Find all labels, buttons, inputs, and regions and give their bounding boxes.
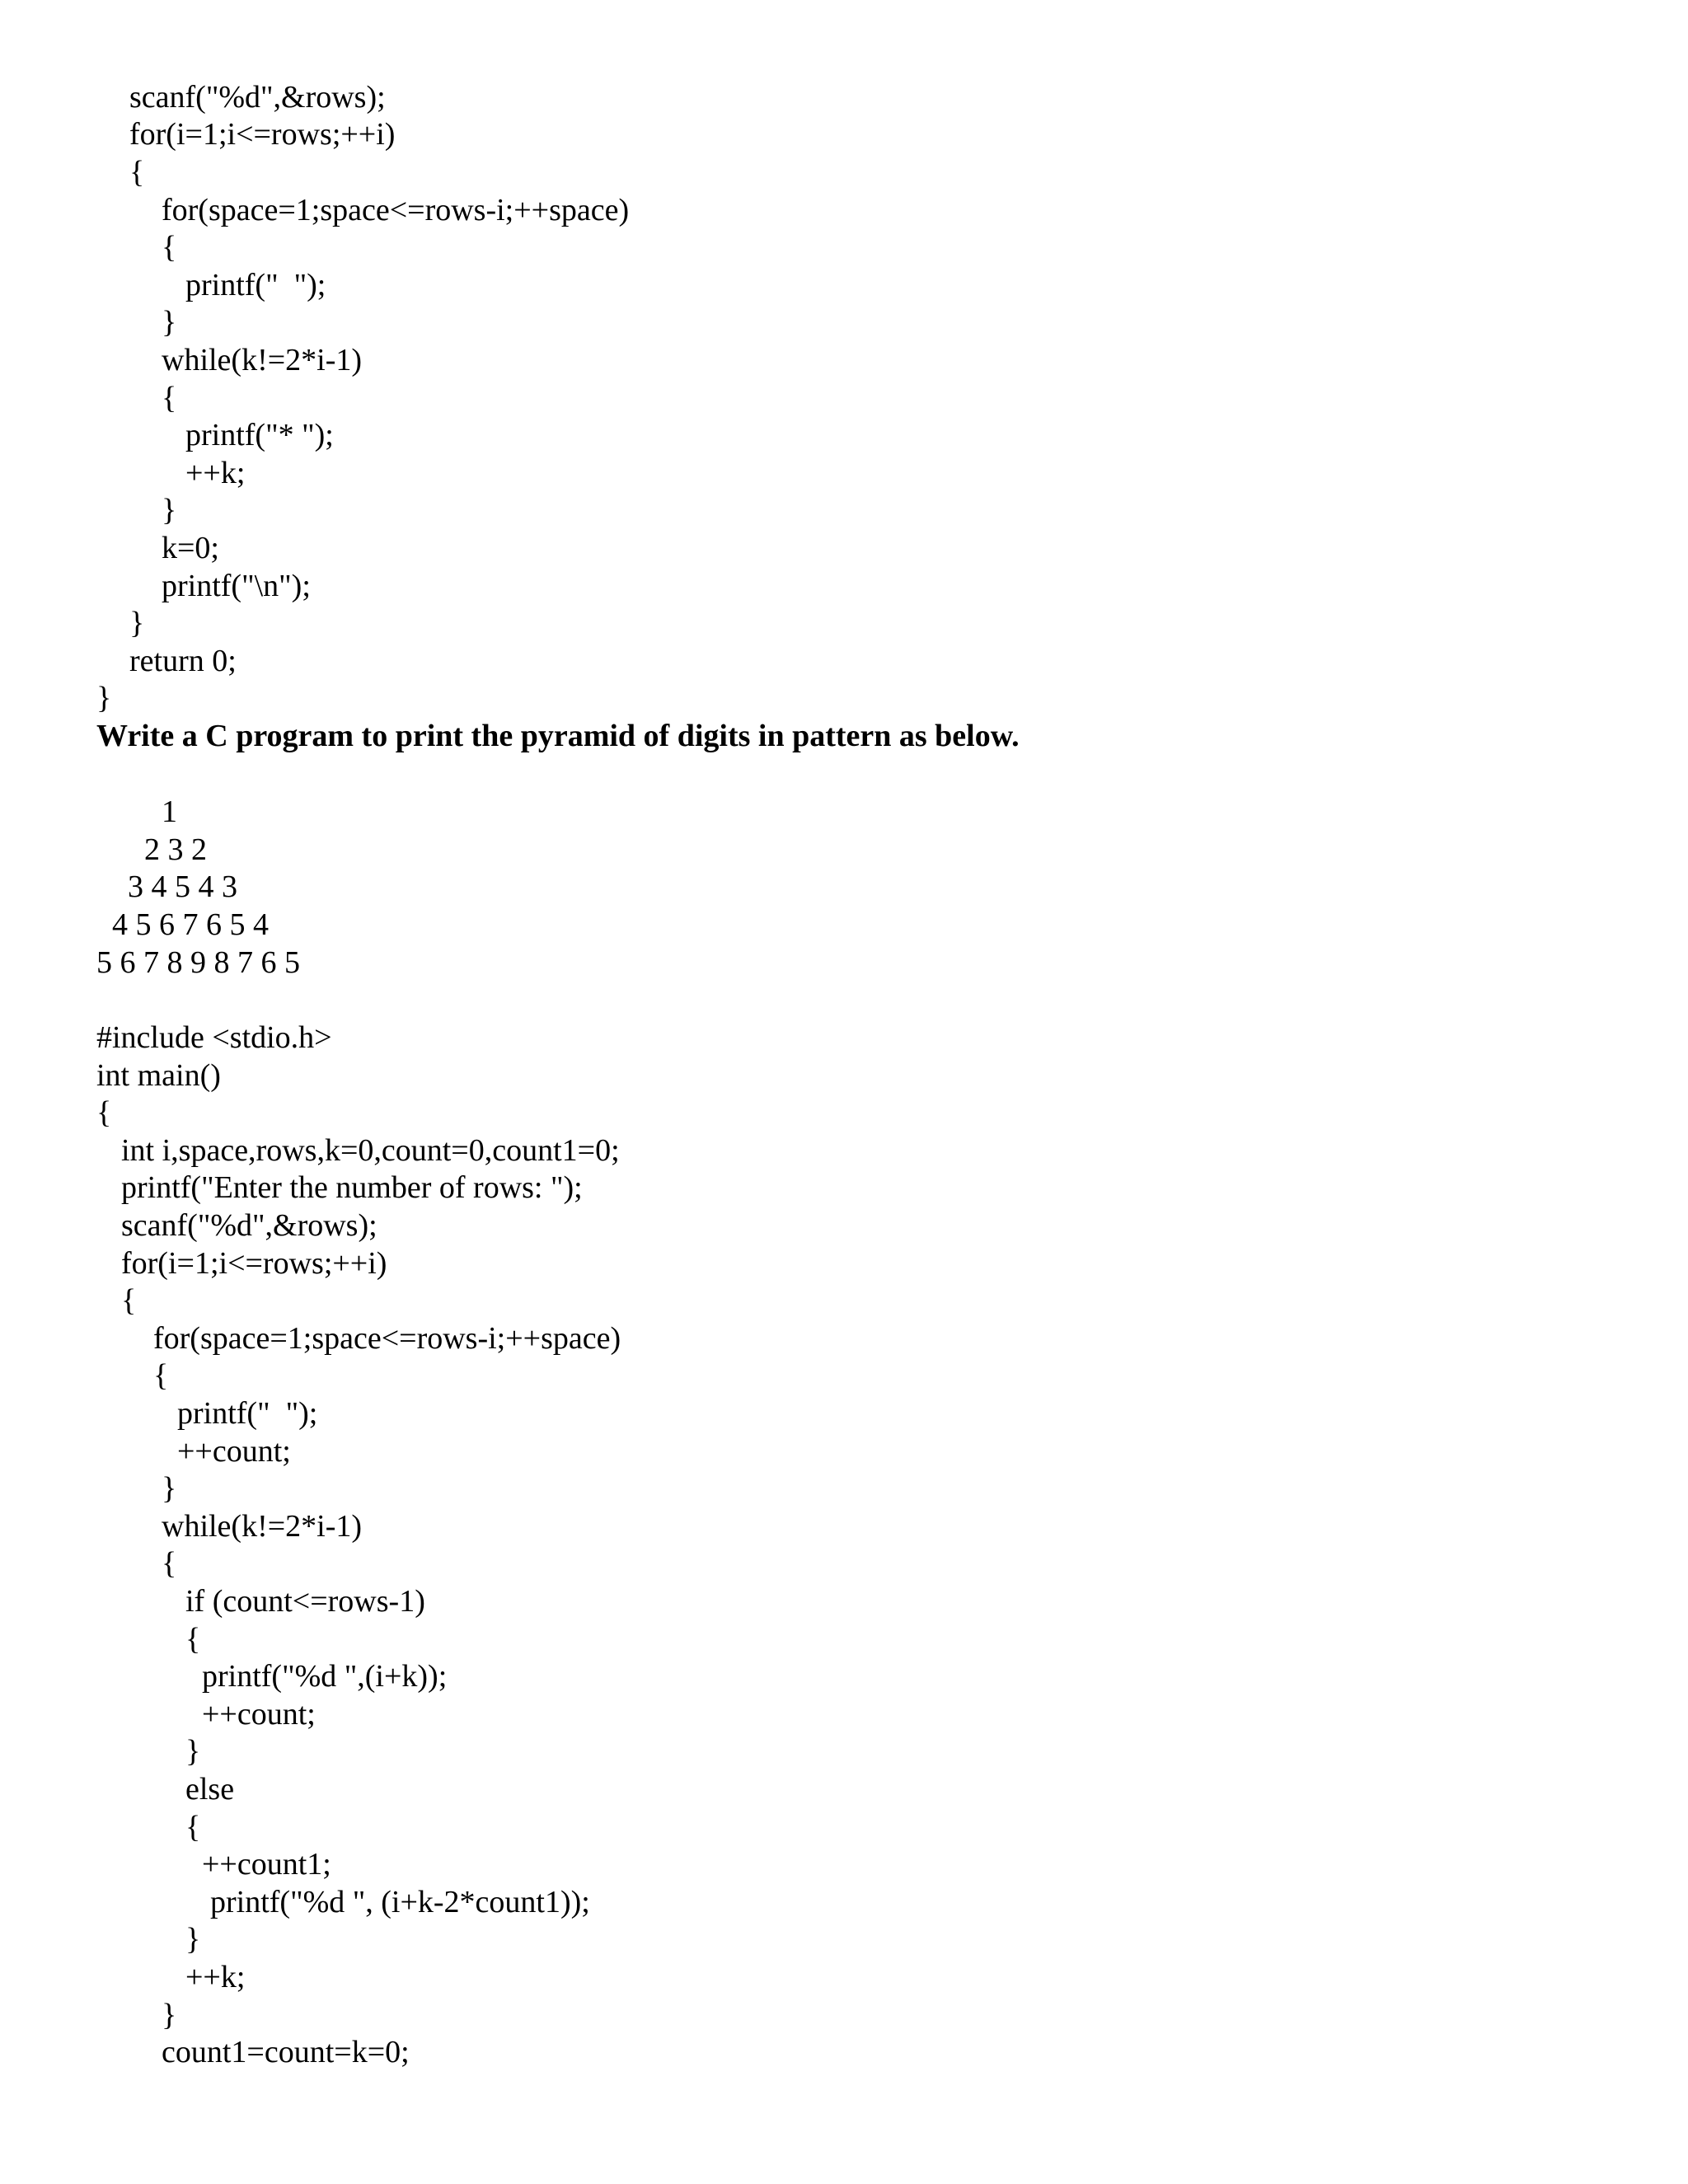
code-line: printf(" "); [177,1396,318,1431]
code-line: int main() [96,1058,221,1093]
code-line: ++count; [202,1697,316,1732]
pattern-row: 3 4 5 4 3 [128,869,237,904]
code-line: } [185,1734,201,1769]
code-line: } [185,1922,201,1957]
code-line: printf("* "); [185,418,334,452]
pattern-row: 5 6 7 8 9 8 7 6 5 [96,945,300,980]
code-line: while(k!=2*i-1) [162,1509,363,1544]
code-line: else [185,1772,235,1807]
code-line: for(space=1;space<=rows-i;++space) [162,193,630,227]
code-line: #include <stdio.h> [96,1020,332,1055]
code-line: k=0; [162,531,219,565]
code-line: } [129,606,145,640]
code-line: return 0; [129,644,237,678]
code-line: for(i=1;i<=rows;++i) [121,1246,387,1281]
code-line: count1=count=k=0; [162,2035,410,2069]
code-line: { [185,1810,201,1844]
code-line: } [162,1998,177,2032]
code-line: } [96,681,112,715]
code-line: int i,space,rows,k=0,count=0,count1=0; [121,1133,620,1168]
code-line: ++k; [185,456,246,490]
code-line: } [162,493,177,527]
code-line: { [162,381,177,415]
code-line: { [121,1283,137,1318]
code-line: for(space=1;space<=rows-i;++space) [153,1321,621,1356]
code-line: { [185,1622,201,1657]
code-line: printf("Enter the number of rows: "); [121,1170,583,1205]
code-line: for(i=1;i<=rows;++i) [129,117,396,152]
code-line: if (count<=rows-1) [185,1584,425,1619]
question-heading: Write a C program to print the pyramid of digits in pattern as below. [96,719,1020,753]
code-line: { [162,1546,177,1581]
code-line: ++count; [177,1434,291,1469]
code-line: } [162,305,177,340]
code-line: printf("\n"); [162,569,311,603]
code-line: { [96,1095,112,1130]
pattern-row: 4 5 6 7 6 5 4 [112,907,269,942]
code-line: scanf("%d",&rows); [129,80,386,115]
code-line: { [162,230,177,265]
code-line: printf("%d ",(i+k)); [202,1659,448,1694]
code-line: ++k; [185,1960,246,1994]
pattern-row: 1 [162,794,177,829]
pattern-row: 2 3 2 [144,832,207,867]
code-line: printf(" "); [185,268,326,302]
code-line: scanf("%d",&rows); [121,1208,377,1243]
code-line: { [129,155,145,190]
code-line: printf("%d ", (i+k-2*count1)); [210,1885,590,1919]
code-line: while(k!=2*i-1) [162,343,363,377]
code-line: ++count1; [202,1847,331,1882]
code-line: } [162,1471,177,1506]
code-line: { [153,1358,169,1393]
